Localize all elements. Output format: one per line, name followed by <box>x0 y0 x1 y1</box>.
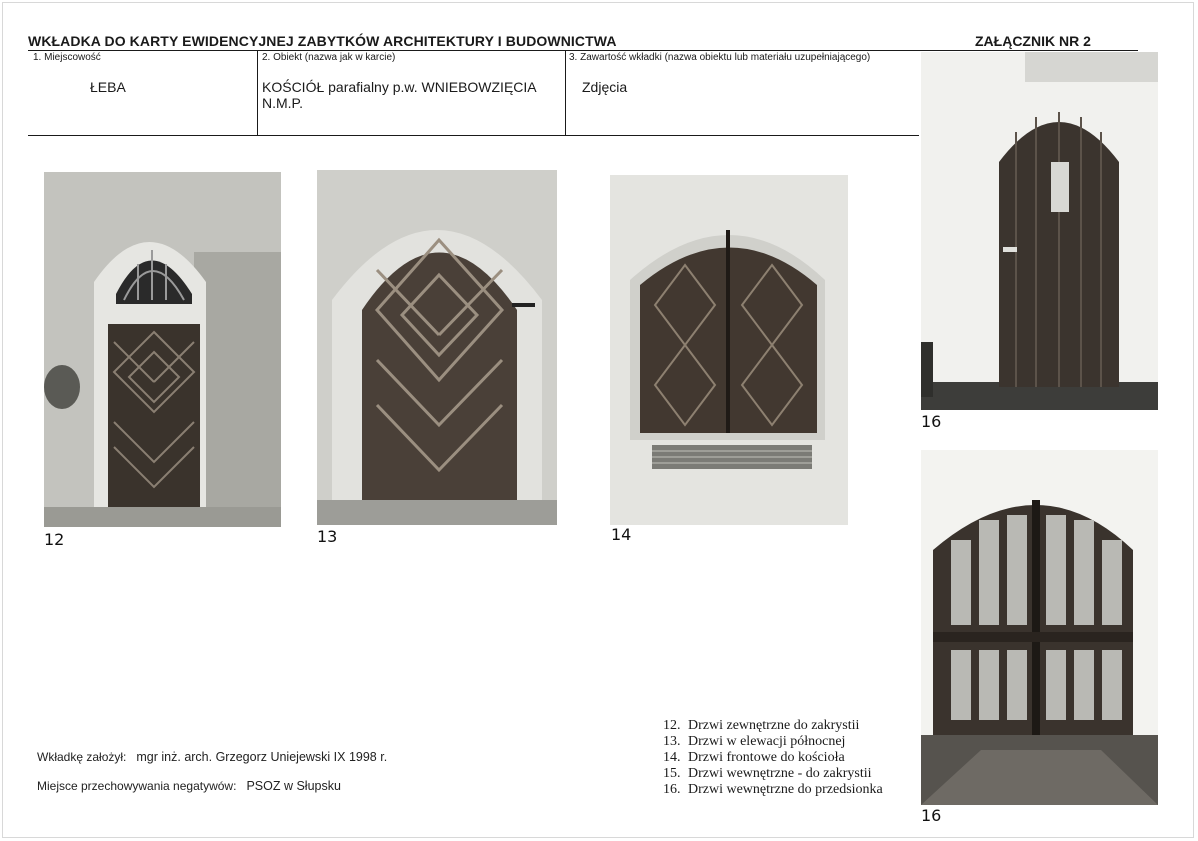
footer-author-label: Wkładkę założył: <box>37 750 127 764</box>
header-rule <box>28 50 1138 51</box>
caption-row <box>650 734 905 750</box>
field-label-contents: 3. Zawartość wkładki (nazwa obiektu lub materiału uzupełniającego) <box>569 52 871 63</box>
photo-number-16-top: 16 <box>921 412 942 431</box>
caption-row <box>650 750 905 766</box>
photo-13-north-elevation-door <box>317 170 557 525</box>
field-label-location: 1. Miejscowość <box>33 52 101 63</box>
document-title: WKŁADKA DO KARTY EWIDENCYJNEJ ZABYTKÓW ARCHITEKTURY I BUDOWNICTWA <box>28 33 617 49</box>
caption-text: Drzwi wewnętrzne do przedsionka <box>688 782 883 797</box>
photo-16-top-interior-door <box>921 52 1158 410</box>
photo-number-14: 14 <box>611 525 632 544</box>
footer-storage-value: PSOZ w Słupsku <box>246 779 341 793</box>
annex-label: ZAŁĄCZNIK NR 2 <box>975 33 1091 49</box>
photo-14-main-front-door <box>610 175 848 525</box>
caption-row <box>650 766 905 782</box>
footer-author-value: mgr inż. arch. Grzegorz Uniejewski IX 1998 r. <box>136 750 388 764</box>
footer-storage <box>37 779 341 793</box>
footer-author <box>37 750 387 764</box>
field-value-location: ŁEBA <box>90 79 126 95</box>
photo-number-13: 13 <box>317 527 338 546</box>
caption-text: Drzwi zewnętrzne do zakrystii <box>688 718 860 733</box>
caption-row <box>650 782 905 798</box>
field-divider-2 <box>565 50 566 136</box>
photo-12-sacristy-door <box>44 172 281 527</box>
field-value-contents: Zdjęcia <box>582 79 628 95</box>
caption-number: 13. <box>663 734 681 749</box>
field-label-object: 2. Obiekt (nazwa jak w karcie) <box>262 52 396 63</box>
caption-text: Drzwi frontowe do kościoła <box>688 750 845 765</box>
photo-number-12: 12 <box>44 530 65 549</box>
field-divider-1 <box>257 50 258 136</box>
fields-bottom-rule <box>28 135 919 136</box>
caption-number: 12. <box>663 718 681 733</box>
caption-text: Drzwi w elewacji północnej <box>688 734 846 749</box>
photo-captions <box>650 718 905 798</box>
caption-text: Drzwi wewnętrzne - do zakrystii <box>688 766 872 781</box>
caption-number: 15. <box>663 766 681 781</box>
caption-row <box>650 718 905 734</box>
caption-number: 16. <box>663 782 681 797</box>
field-value-object: KOŚCIÓŁ parafialny p.w. WNIEBOWZIĘCIA N.M.P. <box>262 79 536 111</box>
caption-number: 14. <box>663 750 681 765</box>
photo-16-bottom-vestibule-door <box>921 450 1158 805</box>
footer-storage-label: Miejsce przechowywania negatywów: <box>37 779 237 793</box>
photo-number-16-bottom: 16 <box>921 806 942 825</box>
